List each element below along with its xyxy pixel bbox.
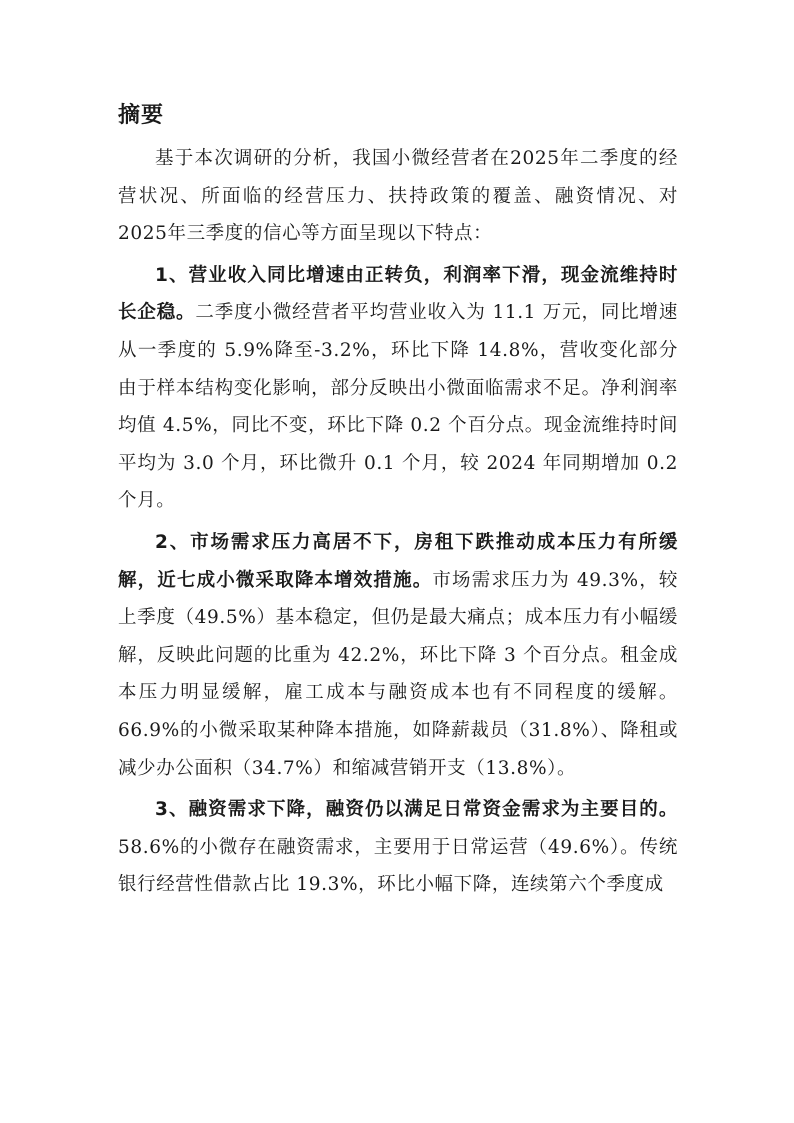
section-2-lead: 2、市场需求压力高居不下，房租下跌推动成本压力有所缓解，近七成小微采取降本增效措施。 <box>118 531 678 591</box>
section-2-body: 市场需求压力为 49.3%，较上季度（49.5%）基本稳定，但仍是最大痛点；成本压力有小幅缓解，反映此问题的比重为 42.2%，环比下降 3 个百分点。租金成本压力明显缓解，雇工成本与融资成本也有不同程度的缓解。66.9%的小微采取某种降本措施，如降薪裁员（31.8%）、降租或减少办公面积（34.7%）和缩减营销开支（13.8%）。 <box>118 569 679 779</box>
section-1-paragraph <box>118 257 678 520</box>
section-3-paragraph <box>118 791 678 904</box>
intro-paragraph: 基于本次调研的分析，我国小微经营者在2025年二季度的经营状况、所面临的经营压力、扶持政策的覆盖、融资情况、对2025年三季度的信心等方面呈现以下特点： <box>118 148 678 245</box>
section-1-body: 二季度小微经营者平均营业收入为 11.1 万元，同比增速从一季度的 5.9%降至-3.2%，环比下降 14.8%，营收变化部分由于样本结构变化影响，部分反映出小微面临需求不足。净利润率均值 4.5%，同比不变，环比下降 0.2 个百分点。现金流维持时间平均为 3.0 个月，环比微升 0.1 个月，较 2024 年同期增加 0.2 个月。 <box>118 302 678 512</box>
document-content <box>118 96 678 908</box>
section-3-body: 58.6%的小微存在融资需求，主要用于日常运营（49.6%）。传统银行经营性借款占比 19.3%，环比小幅下降，连续第六个季度成 <box>118 836 678 896</box>
section-2-paragraph <box>118 524 678 787</box>
document-title: 摘要 <box>118 103 165 128</box>
section-3-lead: 3、融资需求下降，融资仍以满足日常资金需求为主要目的。 <box>155 799 678 821</box>
section-1-lead: 1、营业收入同比增速由正转负，利润率下滑，现金流维持时长企稳。 <box>118 264 678 324</box>
